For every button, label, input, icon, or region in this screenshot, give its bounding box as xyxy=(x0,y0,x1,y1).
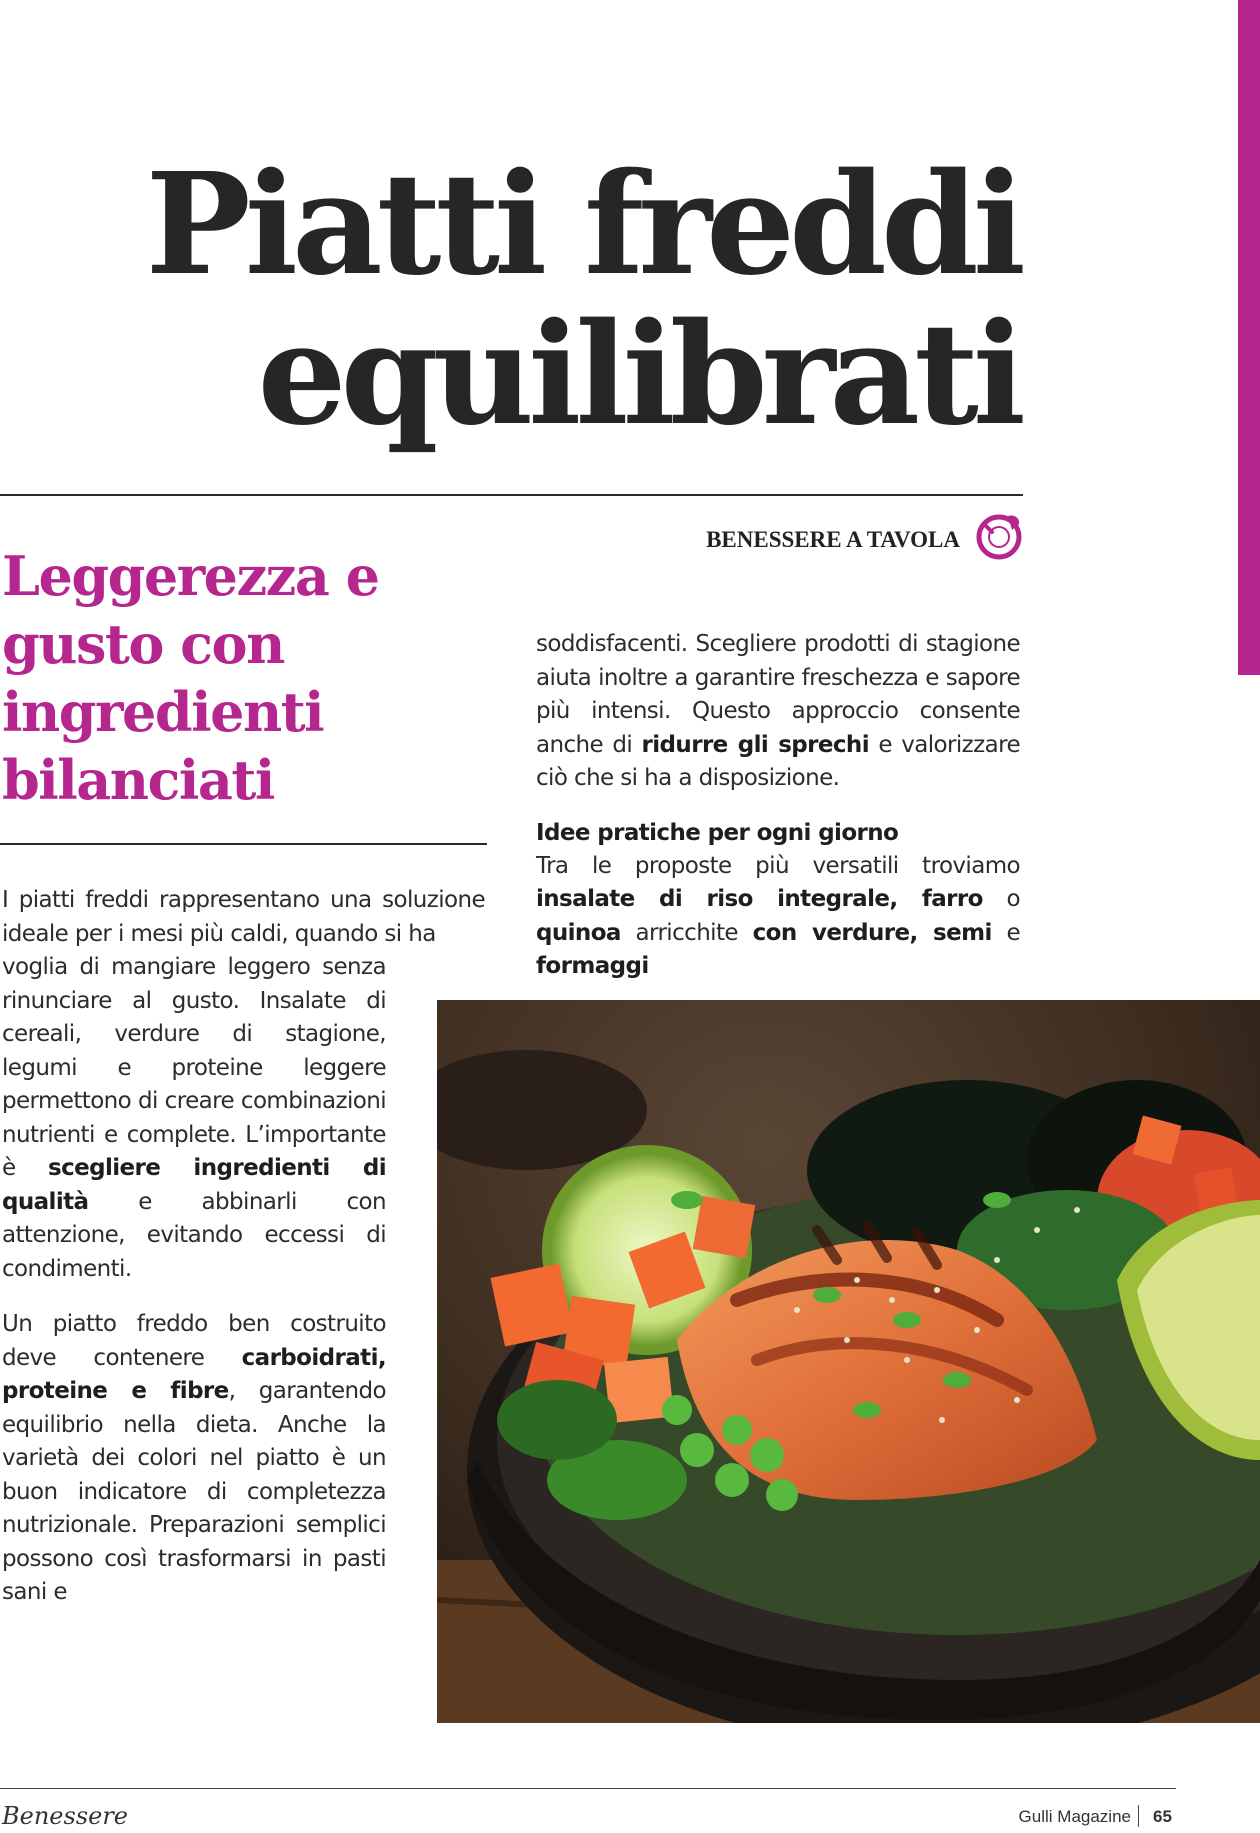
paragraph-text: o xyxy=(982,886,1020,912)
right-column xyxy=(536,628,1020,984)
fork-plate-icon xyxy=(972,508,1028,564)
bold-text: con verdure, semi xyxy=(752,919,992,946)
intro-paragraph-lead xyxy=(2,884,485,951)
paragraph-text: e xyxy=(991,919,1020,946)
article-subtitle xyxy=(2,542,378,814)
accent-side-bar xyxy=(1238,0,1260,675)
continued-paragraph xyxy=(536,628,1020,796)
salmon-bowl-illustration xyxy=(437,1000,1260,1723)
subtitle-line-2: gusto con xyxy=(2,612,284,676)
paragraph-text: , garantendo equilibrio nella dieta. Anche la varietà dei colori nel piatto è un buon indicatore di completezza nutrizionale. Preparazioni semplici possono così trasformarsi in pasti sani e xyxy=(2,1378,386,1605)
intro-paragraph xyxy=(2,951,386,1286)
footer-section-name: Benessere xyxy=(2,1802,129,1830)
paragraph-text: e abbinarli con attenzione, evitando eccessi di condimenti. xyxy=(2,1188,386,1282)
footer-separator xyxy=(1138,1805,1139,1827)
page-number: 65 xyxy=(1153,1807,1172,1826)
bold-text: carboidrati, proteine e fibre xyxy=(2,1344,386,1404)
title-divider xyxy=(0,494,1023,496)
bold-text: formaggi xyxy=(536,953,649,979)
footer-magazine-name: Gulli Magazine xyxy=(1018,1807,1131,1826)
paragraph-text: I piatti freddi rappresentano una soluzione ideale per i mesi più caldi, quando si ha xyxy=(2,887,485,947)
bold-text: ridurre gli sprechi xyxy=(641,731,869,758)
subtitle-line-4: bilanciati xyxy=(2,748,274,812)
footer-divider xyxy=(0,1788,1176,1789)
paragraph-text: voglia di mangiare leggero senza rinunciare al gusto. Insalate di cereali, verdure di stagione, legumi e proteine leggere permettono di creare combinazioni nutrienti e complete. L’importante è xyxy=(2,954,386,1181)
left-column xyxy=(2,884,485,1610)
paragraph-text: arricchite xyxy=(620,919,753,946)
bold-text: quinoa xyxy=(536,919,621,946)
paragraph-text: e valorizzare ciò che si ha a disposizione. xyxy=(536,731,1020,791)
section-heading: Idee pratiche per ogni giorno xyxy=(536,819,899,846)
bold-text: scegliere ingredienti di qualità xyxy=(2,1155,386,1215)
second-paragraph xyxy=(2,1308,386,1610)
food-bowl-photo xyxy=(437,1000,1260,1723)
subtitle-line-3: ingredienti xyxy=(2,680,324,744)
subtitle-divider xyxy=(0,843,487,845)
ideas-paragraph xyxy=(536,850,1020,984)
title-line-1: Piatti freddi xyxy=(145,143,1020,307)
paragraph-text: Un piatto freddo ben costruito deve contenere xyxy=(2,1311,386,1371)
subtitle-line-1: Leggerezza e xyxy=(2,544,379,608)
paragraph-text: Tra le proposte più versatili troviamo xyxy=(536,852,1020,879)
section-label: BENESSERE A TAVOLA xyxy=(706,527,960,552)
bold-text: insalate di riso integrale, farro xyxy=(536,886,983,912)
paragraph-text: soddisfacenti. Scegliere prodotti di stagione aiuta inoltre a garantire freschezza e sapore più intensi. Questo approccio consente anche di xyxy=(536,631,1020,758)
page-title xyxy=(145,143,1020,457)
title-line-2: equilibrati xyxy=(257,293,1020,457)
